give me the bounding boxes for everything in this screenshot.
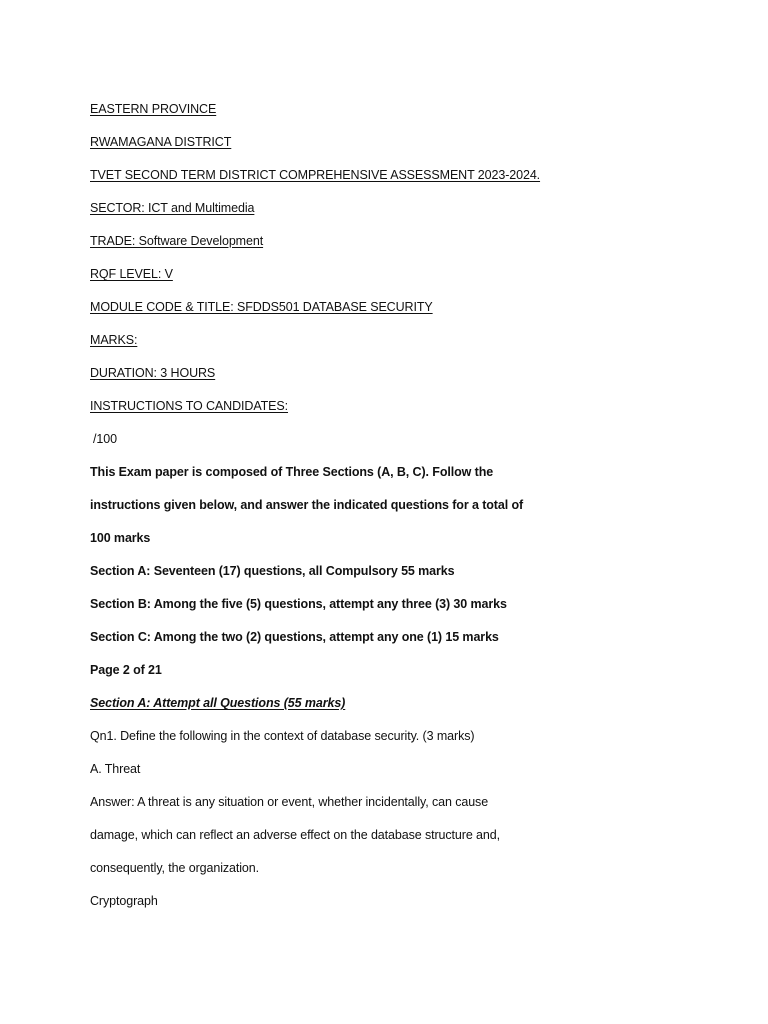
marks-value: /100: [93, 432, 117, 446]
question-1: Qn1. Define the following in the context of database security. (3 marks): [90, 729, 475, 743]
section-c-instruction: Section C: Among the two (2) questions, attempt any one (1) 15 marks: [90, 630, 499, 644]
district-heading: RWAMAGANA DISTRICT: [90, 135, 232, 149]
section-b-instruction: Section B: Among the five (5) questions, attempt any three (3) 30 marks: [90, 597, 507, 611]
sector-line: SECTOR: ICT and Multimedia: [90, 201, 255, 215]
section-a-heading: Section A: Attempt all Questions (55 marks): [90, 696, 346, 710]
document-content: [90, 93, 690, 918]
module-line: MODULE CODE & TITLE: SFDDS501 DATABASE SECURITY: [90, 300, 433, 314]
section-a-instruction: Section A: Seventeen (17) questions, all Compulsory 55 marks: [90, 564, 455, 578]
answer-line-2: damage, which can reflect an adverse effect on the database structure and,: [90, 828, 500, 842]
instructions-title: INSTRUCTIONS TO CANDIDATES:: [90, 399, 289, 413]
next-term: Cryptograph: [90, 894, 158, 908]
assessment-heading: TVET SECOND TERM DISTRICT COMPREHENSIVE ASSESSMENT 2023-2024.: [90, 168, 541, 182]
page-number: Page 2 of 21: [90, 663, 162, 677]
answer-line-1: Answer: A threat is any situation or event, whether incidentally, can cause: [90, 795, 489, 809]
instructions-line-2: instructions given below, and answer the indicated questions for a total of: [90, 498, 524, 512]
instructions-line-1: This Exam paper is composed of Three Sections (A, B, C). Follow the: [90, 465, 494, 479]
instructions-line-3: 100 marks: [90, 531, 151, 545]
province-heading: EASTERN PROVINCE: [90, 102, 217, 116]
trade-line: TRADE: Software Development: [90, 234, 264, 248]
rqf-level-line: RQF LEVEL: V: [90, 267, 173, 281]
duration-line: DURATION: 3 HOURS: [90, 366, 216, 380]
marks-line: MARKS:: [90, 333, 138, 347]
question-1-item-a: A. Threat: [90, 762, 141, 776]
answer-line-3: consequently, the organization.: [90, 861, 260, 875]
